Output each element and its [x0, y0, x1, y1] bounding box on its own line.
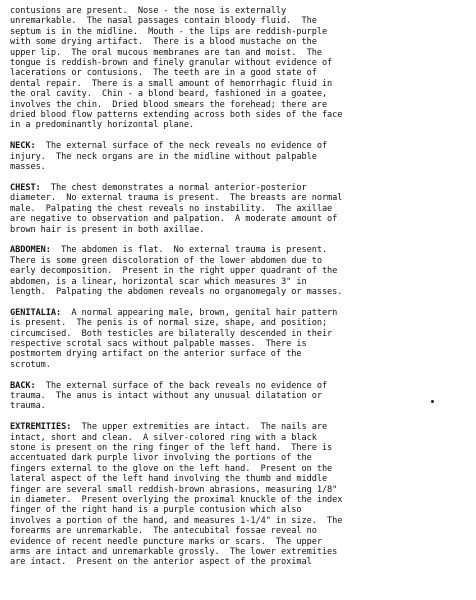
neck-text: The external surface of the neck reveals no evidence of injury. The neck organs are in the midline without palpable masses.	[10, 141, 328, 173]
back-heading: BACK:	[10, 380, 36, 391]
chest-text: The chest demonstrates a normal anterior-posterior diameter. No external trauma is present. The breasts are normal male. Palpating the chest reveals no instability. The axillae are negative to observation and palpation. A moderate amount of brown hair is present in both axillae.	[10, 182, 343, 235]
abdomen-text: The abdomen is flat. No external trauma is present. There is some green discoloration of the lower abdomen due to early decomposition. Present in the right upper quadrant of the abdomen, is a linear, horizontal scar which measures 3" in length. Palpating the abdomen reveals no organomegaly or masses.	[10, 245, 343, 297]
paragraph-gap	[10, 297, 472, 307]
chest-heading: CHEST:	[10, 182, 41, 193]
paragraph-gap	[10, 131, 472, 141]
genitalia-text: A normal appearing male, brown, genital hair pattern is present. The penis is of normal size, shape, and position; circumcised. Both testicles are bilaterally descended in their respective scrotal sacs without palpable masses. There is postmortem drying artifact on the anterior surface of the scrotum.	[10, 307, 338, 370]
genitalia-heading: GENITALIA:	[10, 307, 62, 318]
scan-speck	[431, 400, 434, 403]
report-page	[10, 6, 472, 568]
abdomen-section	[10, 245, 472, 297]
genitalia-section	[10, 308, 472, 370]
paragraph-gap	[10, 235, 472, 245]
neck-section	[10, 141, 472, 172]
back-section	[10, 381, 472, 412]
paragraph-gap	[10, 412, 472, 422]
neck-heading: NECK:	[10, 141, 36, 152]
chest-section	[10, 183, 472, 235]
paragraph-gap	[10, 370, 472, 380]
extremities-text: The upper extremities are intact. The nails are intact, short and clean. A silver-colored ring with a black stone is present on the ring finger of the left hand. There is accentuated dark purple livor involving the portions of the fingers external to the glove on the left hand. Present on the lateral aspect of the left hand involving the thumb and middle finger are several small reddish-brown abrasions, measuring 1/8" in diameter. Present overlying the proximal knuckle of the index finger of the right hand is a purple contusion which also involves a portion of the hand, and measures 1-1/4" in size. The forearms are unremarkable. The antecubital fossae reveal no evidence of recent needle puncture marks or scars. The upper arms are intact and unremarkable grossly. The lower extremities are intact. Present on the anterior aspect of the proximal	[10, 422, 343, 568]
paragraph-gap	[10, 172, 472, 182]
extremities-heading: EXTREMITIES:	[10, 422, 72, 433]
extremities-section	[10, 422, 472, 568]
abdomen-heading: ABDOMEN:	[10, 245, 51, 256]
intro-paragraph: contusions are present. Nose - the nose is externally unremarkable. The nasal passages contain bloody fluid. The septum is in the midline. Mouth - the lips are reddish-purple with some drying artifact. There is a blood mustache on the upper lip. The oral mucous membranes are tan and moist. The tongue is reddish-brown and finely granular without evidence of lacerations or contusions. The teeth are in a good state of dental repair. There is a small amount of hemorrhagic fluid in the oral cavity. Chin - a blond beard, fashioned in a goatee, involves the chin. Dried blood smears the forehead; there are dried blood flow patterns extending across both sides of the face in a predominantly horizontal plane.	[10, 6, 343, 131]
back-text: The external surface of the back reveals no evidence of trauma. The anus is intact without any unusual dilatation or trauma.	[10, 380, 328, 412]
